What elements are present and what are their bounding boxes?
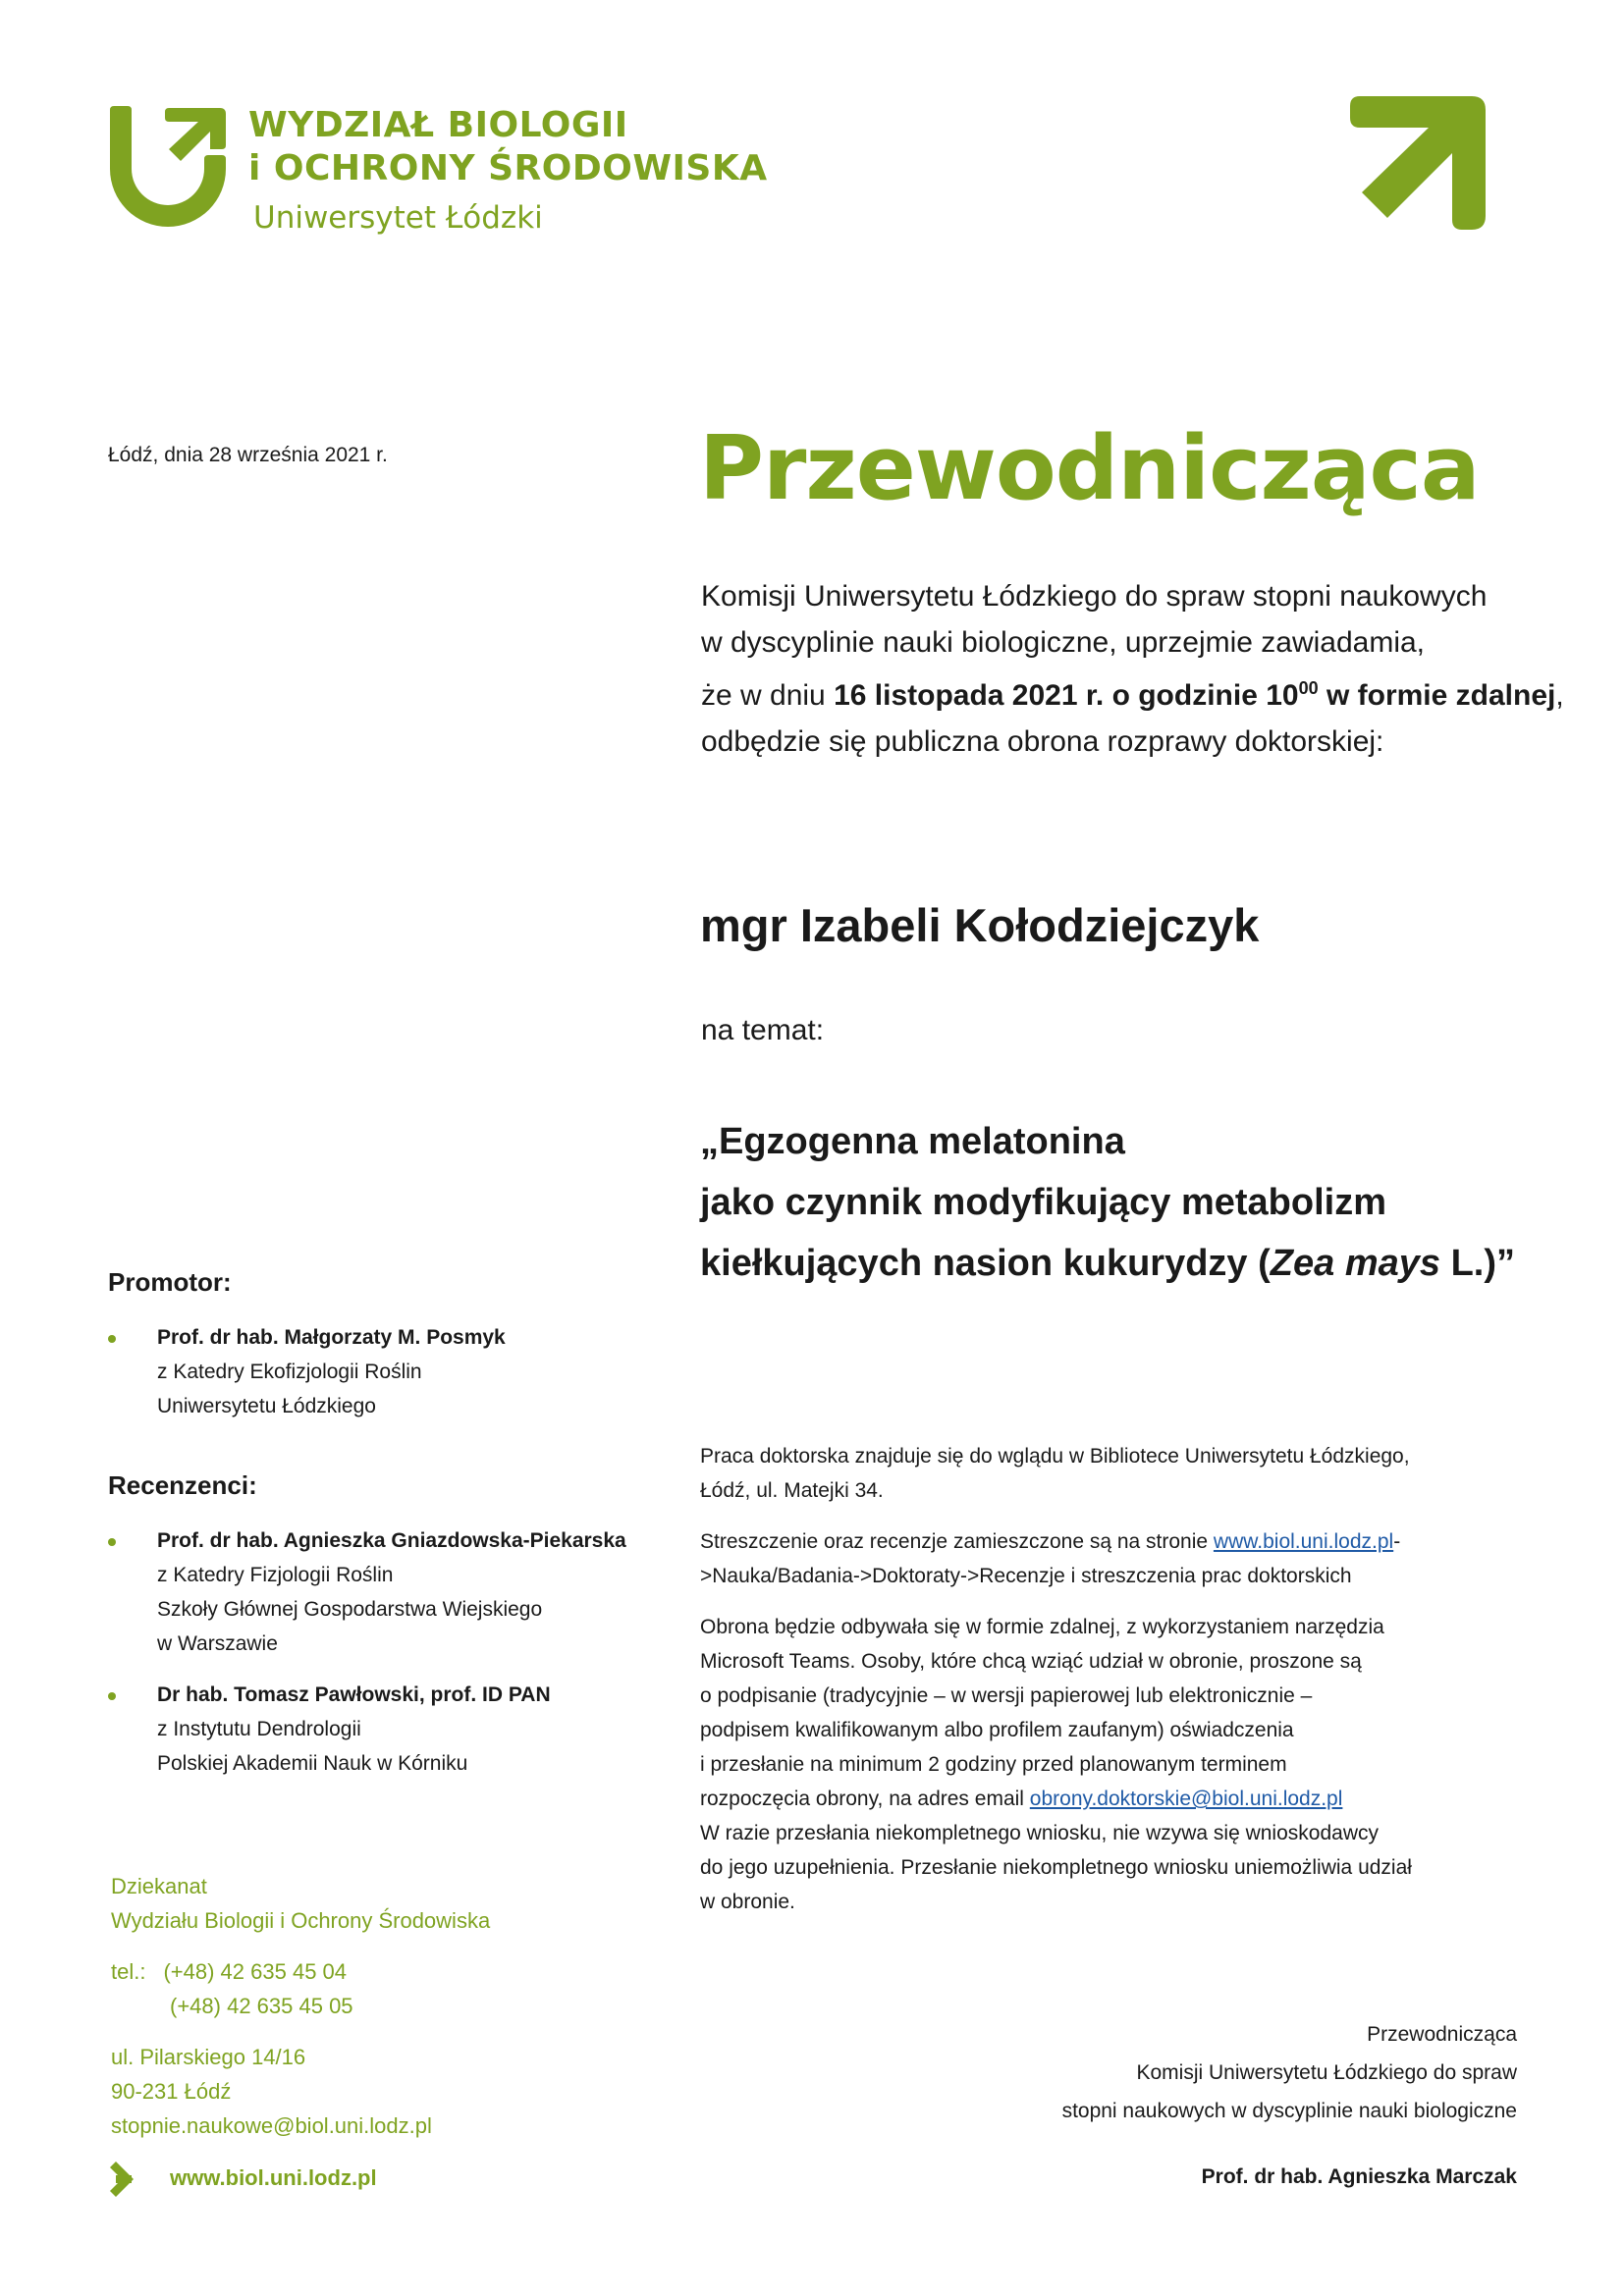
- person-affiliation: Uniwersytetu Łódzkiego: [157, 1395, 376, 1417]
- abstract-info: Streszczenie oraz recenzje zamieszczone są na stronie www.biol.uni.lodz.pl- >Nauka/Badania->Doktoraty->Recenzje i streszczenia prac doktorskich: [700, 1530, 1401, 1587]
- person-name: Prof. dr hab. Małgorzaty M. Posmyk: [157, 1326, 506, 1349]
- thesis-title: [700, 1111, 1515, 1294]
- faculty-line-2: i OCHRONY ŚRODOWISKA: [248, 148, 768, 188]
- tel-label: tel.:: [111, 1959, 146, 1984]
- promotor-list: [108, 1320, 506, 1423]
- signature-block: Przewodnicząca Komisji Uniwersytetu Łódzkiego do spraw stopni naukowych w dyscyplinie nauki biologiczne: [1061, 2023, 1517, 2122]
- intro-line-2: w dyscyplinie nauki biologiczne, uprzejmie zawiadamia,: [701, 626, 1426, 659]
- website-link[interactable]: www.biol.uni.lodz.pl: [1213, 1530, 1394, 1553]
- topic-label: na temat:: [701, 1014, 825, 1046]
- list-item: [108, 1678, 626, 1781]
- person-affiliation: Szkoły Głównej Gospodarstwa Wiejskiego: [157, 1598, 543, 1621]
- university-name: Uniwersytet Łódzki: [253, 200, 543, 236]
- phone-1: (+48) 42 635 45 04: [163, 1959, 348, 1984]
- thesis-line-3: kiełkujących nasion kukurydzy (Zea mays L.)”: [700, 1243, 1515, 1284]
- signatory-name: Prof. dr hab. Agnieszka Marczak: [1201, 2165, 1517, 2188]
- green-arrow-icon: [1350, 96, 1488, 230]
- time-minutes: 00: [1298, 678, 1319, 698]
- document-date: Łódź, dnia 28 września 2021 r.: [108, 444, 388, 466]
- candidate-name: mgr Izabeli Kołodziejczyk: [700, 899, 1260, 951]
- reviewers-heading: Recenzenci:: [108, 1470, 257, 1500]
- small-green-arrow-icon: [108, 2160, 143, 2199]
- person-affiliation: w Warszawie: [157, 1632, 278, 1655]
- thesis-line-1: „Egzogenna melatonina: [700, 1121, 1125, 1162]
- intro-line-1: Komisji Uniwersytetu Łódzkiego do spraw stopni naukowych: [701, 580, 1488, 613]
- person-affiliation: z Katedry Fizjologii Roślin: [157, 1564, 394, 1586]
- library-info: Praca doktorska znajduje się do wglądu w Bibliotece Uniwersytetu Łódzkiego, Łódź, ul. Matejki 34.: [700, 1445, 1410, 1502]
- bullet-icon: [108, 1692, 116, 1700]
- phone-2: (+48) 42 635 45 05: [170, 1994, 353, 2018]
- bullet-icon: [108, 1335, 116, 1343]
- email-link[interactable]: obrony.doktorskie@biol.uni.lodz.pl: [1029, 1788, 1343, 1810]
- intro-line-3: że w dniu 16 listopada 2021 r. o godzinie $10^{00}$ w formie zdalnej,: [701, 678, 1564, 712]
- phone-numbers: [111, 1954, 353, 2023]
- person-name: Prof. dr hab. Agnieszka Gniazdowska-Piekarska: [157, 1529, 626, 1552]
- page-title: Przewodnicząca: [699, 417, 1480, 520]
- dean-office: Dziekanat Wydziału Biologii i Ochrony Środowiska: [111, 1874, 491, 1933]
- reviewers-list: [108, 1523, 626, 1781]
- person-affiliation: z Instytutu Dendrologii: [157, 1718, 361, 1740]
- promotor-heading: Promotor:: [108, 1267, 232, 1297]
- faculty-name: [248, 104, 768, 190]
- list-item: [108, 1320, 506, 1423]
- faculty-line-1: WYDZIAŁ BIOLOGII: [248, 105, 628, 145]
- person-name: Dr hab. Tomasz Pawłowski, prof. ID PAN: [157, 1683, 551, 1706]
- address: ul. Pilarskiego 14/16 90-231 Łódź stopnie.naukowe@biol.uni.lodz.pl: [111, 2040, 432, 2143]
- defense-date-time: 16 listopada 2021 r. o godzinie $10^{00}$ w formie zdalnej: [834, 678, 1556, 712]
- ul-arrow-logo-icon: [110, 106, 228, 243]
- list-item: [108, 1523, 626, 1661]
- thesis-line-2: jako czynnik modyfikujący metabolizm: [700, 1182, 1386, 1223]
- bullet-icon: [108, 1538, 116, 1546]
- person-affiliation: z Katedry Ekofizjologii Roślin: [157, 1361, 422, 1383]
- contact-email[interactable]: stopnie.naukowe@biol.uni.lodz.pl: [111, 2113, 432, 2138]
- intro-line-4: odbędzie się publiczna obrona rozprawy doktorskiej:: [701, 725, 1384, 758]
- species-name: Zea mays: [1270, 1243, 1441, 1284]
- footer-website-link[interactable]: www.biol.uni.lodz.pl: [170, 2165, 377, 2190]
- intro-line-3-pre: że w dniu: [701, 679, 835, 712]
- announcement-intro: [701, 573, 1564, 765]
- person-affiliation: Polskiej Akademii Nauk w Kórniku: [157, 1752, 468, 1775]
- remote-defense-info: Obrona będzie odbywała się w formie zdalnej, z wykorzystaniem narzędzia Microsoft Teams. Osoby, które chcą wziąć udział w obronie, proszone są o podpisanie (tradycyjnie – w wersji papierowej lub elektronicznie – podpisem kwalifikowanym albo profilem zaufanym) oświadczenia i przesłanie na minimum 2 godziny przed planowanym terminem rozpoczęcia obrony, na adres email obrony.doktorskie@biol.uni.lodz.pl W razie przesłania niekompletnego wniosku, nie wzywa się wnioskodawcy do jego uzupełnienia. Przesłanie niekompletnego wniosku uniemożliwia udział w obronie.: [700, 1616, 1412, 1913]
